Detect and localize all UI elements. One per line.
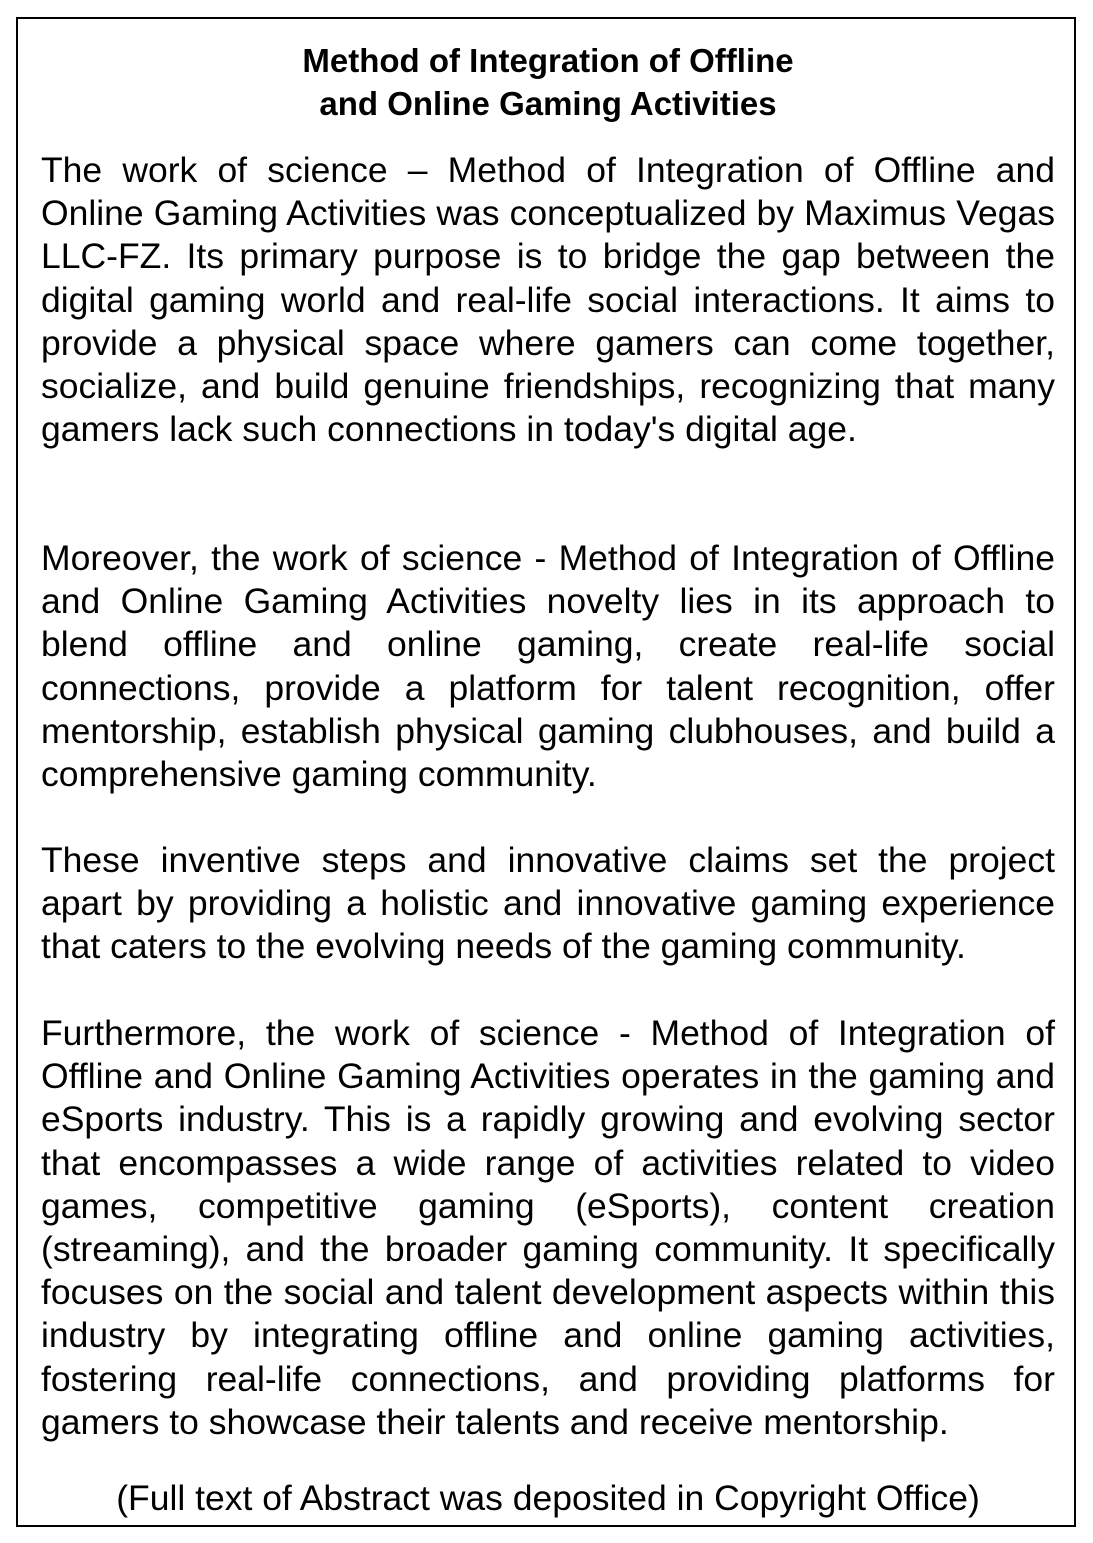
footer-note: (Full text of Abstract was deposited in Copyright Office) xyxy=(116,1478,980,1518)
document-title xyxy=(18,39,1078,125)
document-frame xyxy=(16,17,1076,1527)
paragraph-2: Moreover, the work of science - Method of Integration of Offline and Online Gaming Activities novelty lies in its approach to blend offline and online gaming, create real-life social connections, provide a platform for talent recognition, offer mentorship, establish physical gaming clubhouses, and build a comprehensive gaming community. xyxy=(41,538,1055,795)
paragraph-4: Furthermore, the work of science - Method of Integration of Offline and Online Gaming Activities operates in the gaming and eSports industry. This is a rapidly growing and evolving sector that encompasses a wide range of activities related to video games, competitive gaming (eSports), content creation (streaming), and the broader gaming community. It specifically focuses on the social and talent development aspects within this industry by integrating offline and online gaming activities, fostering real-life connections, and providing platforms for gamers to showcase their talents and receive mentorship. xyxy=(41,1013,1055,1442)
title-line-2: and Online Gaming Activities xyxy=(319,85,777,122)
paragraph-3: These inventive steps and innovative claims set the project apart by providing a holistic and innovative gaming experience that caters to the evolving needs of the gaming community. xyxy=(41,840,1055,967)
paragraph-1: The work of science – Method of Integration of Offline and Online Gaming Activities was conceptualized by Maximus Vegas LLC-FZ. Its primary purpose is to bridge the gap between the digital gaming world and real-life social interactions. It aims to provide a physical space where gamers can come together, socialize, and build genuine friendships, recognizing that many gamers lack such connections in today's digital age. xyxy=(41,150,1055,450)
title-line-1: Method of Integration of Offline xyxy=(302,42,794,79)
